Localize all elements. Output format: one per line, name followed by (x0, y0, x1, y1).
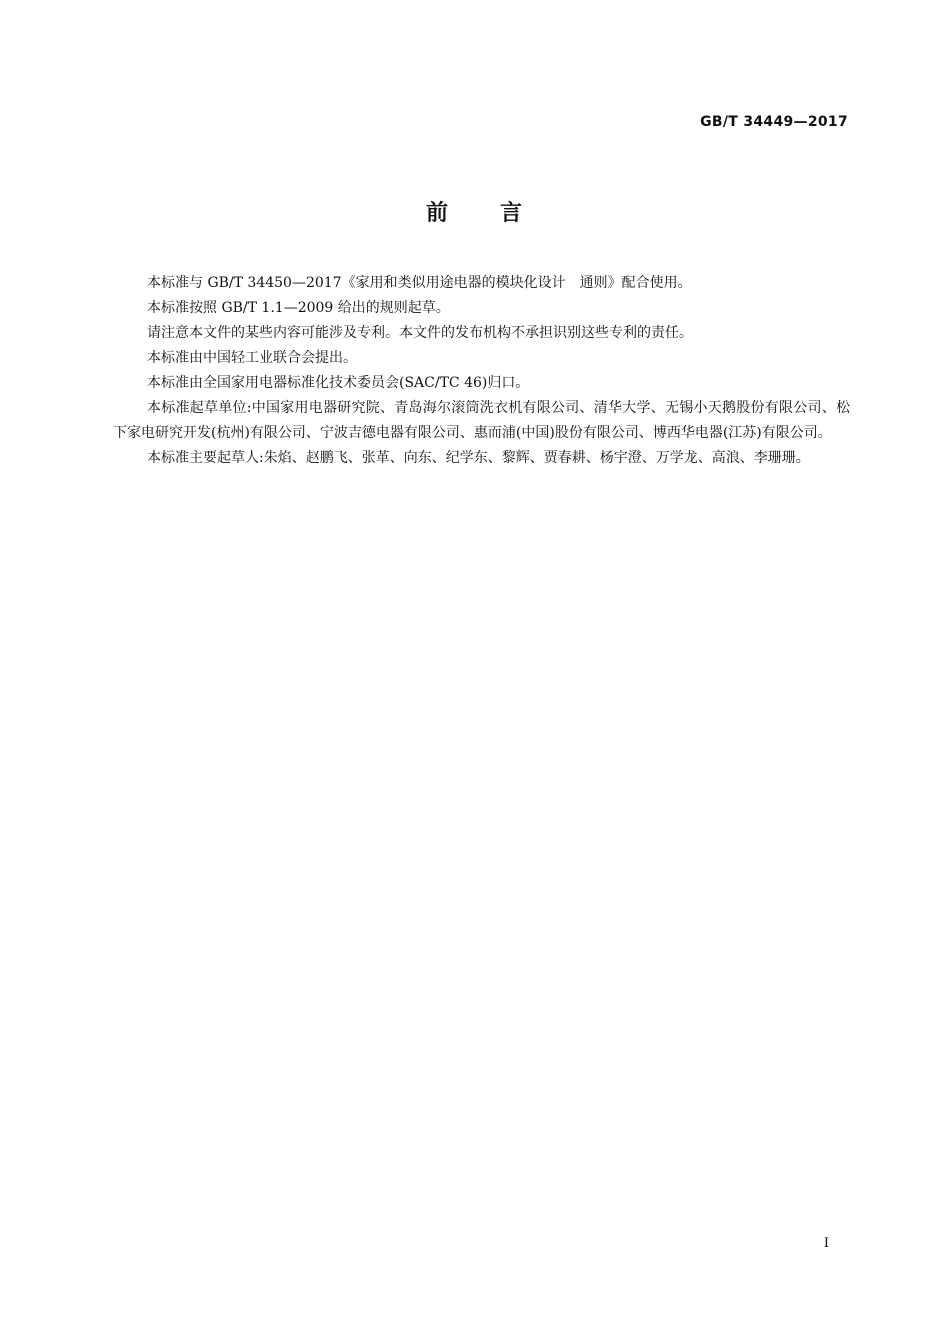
title-char-2: 言 (500, 201, 525, 226)
page-title (0, 196, 950, 227)
paragraph-drafting-rules: 本标准按照 GB/T 1.1—2009 给出的规则起草。 (147, 300, 450, 316)
paragraph-drafting-units: 本标准起草单位:中国家用电器研究院、青岛海尔滚筒洗衣机有限公司、清华大学、无锡小天鹅股份有限公司、松下家电研究开发(杭州)有限公司、宁波吉德电器有限公司、惠而浦(中国)股份有限公司、博西华电器(江苏)有限公司。 (113, 400, 850, 441)
paragraph-proposed-by: 本标准由中国轻工业联合会提出。 (147, 350, 357, 366)
paragraph-drafters: 本标准主要起草人:朱焰、赵鹏飞、张革、向东、纪学东、黎辉、贾春耕、杨宇澄、万学龙、高浪、李珊珊。 (147, 450, 810, 466)
paragraph-usage: 本标准与 GB/T 34450—2017《家用和类似用途电器的模块化设计 通则》配合使用。 (147, 275, 692, 291)
standard-code: GB/T 34449—2017 (700, 114, 848, 130)
title-char-1: 前 (425, 201, 450, 226)
paragraph-patent-notice: 请注意本文件的某些内容可能涉及专利。本文件的发布机构不承担识别这些专利的责任。 (147, 325, 693, 341)
foreword-body (113, 271, 850, 471)
page-number: I (823, 1236, 829, 1251)
paragraph-under-jurisdiction: 本标准由全国家用电器标准化技术委员会(SAC/TC 46)归口。 (147, 375, 530, 391)
